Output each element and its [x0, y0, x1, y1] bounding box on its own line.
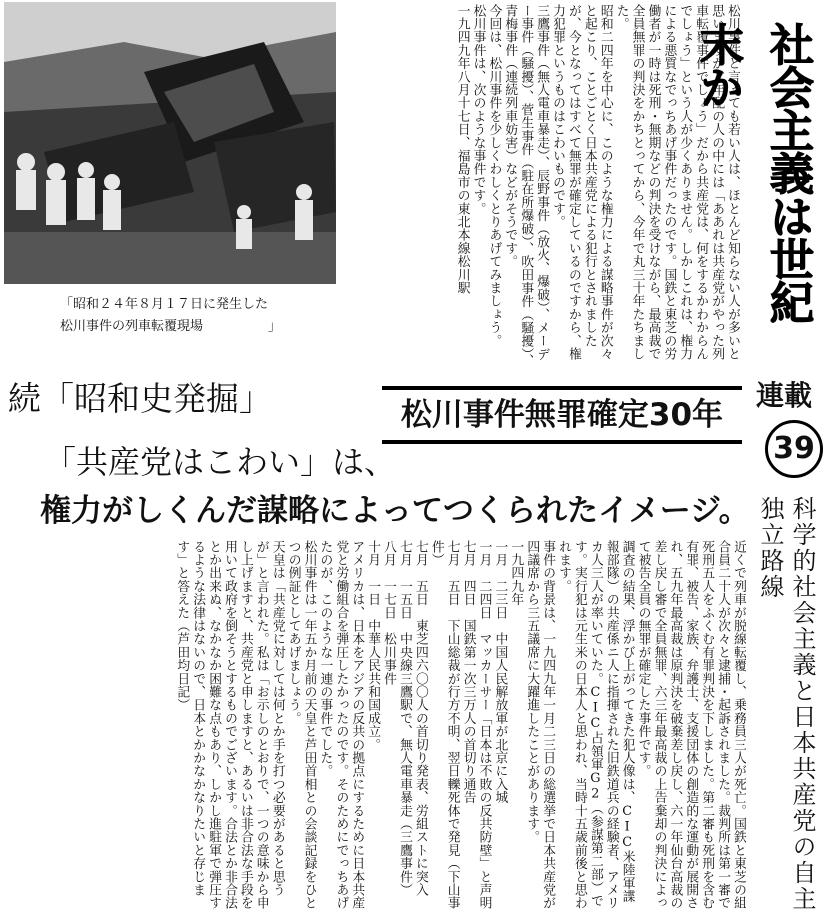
sub-title: 科学的社会主義と日本共産党の自主独立路線	[756, 496, 816, 912]
bottom-article-paragraph: 八月 一七日 松川事件	[381, 540, 397, 686]
top-article-paragraph: 昭和二四年を中心に、このような権力による謀略事件が次々と起こり、ことごとく日本共産党による犯行とされましたが、今となってはすべて無罪が確定しているのですから、権力犯罪というものはこわいものです。	[550, 4, 613, 361]
top-article-paragraph: 松川事件と言っても若い人は、ほとんど知らない人が多いと思いますが、年配の人の中には「ああれは共産党がやった列車転覆事件でしょう」だから共産党は、何をするかわからんでしょう」という人が少くありません。しかしこれは、権力による悪質なでっちあげ事件だったのです。国鉄と東芝の労働者が一時は死刑・無期などの判決を受けながら、最高裁で全員無罪の判決をかちとってから、今年で丸三十年たちました。	[613, 4, 740, 361]
series-name: 続「昭和史発掘」	[8, 379, 272, 418]
top-article-paragraph: 今回は、松川事件を少しくわしくとりあげてみましょう。	[486, 4, 502, 348]
photo-image	[4, 2, 336, 284]
serial-number-badge: 39	[765, 420, 823, 478]
train-wreck-photo	[4, 2, 336, 284]
bottom-article-paragraph: 一月 二三日 中国人民解放軍が北京に入城	[492, 540, 508, 804]
bottom-article-paragraph: 一九四九年	[508, 540, 524, 606]
bottom-article-paragraph: 松川事件は一年五か月前の天皇と芦田首相との会談記録をひとつの例証としてあげましょう。	[285, 540, 317, 910]
bottom-article-paragraph: 十月 一日 中華人民共和国成立。	[365, 540, 381, 752]
top-article-paragraph: 三鷹事件（無人電車暴走）、辰野事件（放火、爆破）、メーデー事件（騒擾）、菅生事件（駐在所爆破）、吹田事件（騒擾）、青梅事件（連続列車妨害）などがそうです。	[502, 4, 550, 368]
bottom-article-paragraph: 天皇は「共産党に対しては何とか手を打つ必要があると思うが」と言われた。私は「お示しのとおりで、一つの意味から申し上げますと、共産党と申しますと、あるいは非合法な手段を用いて政府を倒そうとするものでございます。合法とか非合法とか出来ぬ、なかなか困難な点もあり、しかし進駐軍で弾圧するような法律はないので、日本とかかなかなりたいと存じます」と答えた（芦田均日記）	[174, 540, 285, 910]
photo-caption	[60, 294, 320, 338]
bottom-article-paragraph: 七月 一五日 中央線三鷹駅で、無人電車暴走（三鷹事件）	[396, 540, 412, 897]
photo-caption-line1: 「昭和２４年８月１７日に発生した	[60, 297, 269, 312]
serial-title: 社会主義は世紀末か	[692, 22, 813, 323]
banner-headline: 松川事件無罪確定30年	[382, 386, 742, 444]
bottom-article-paragraph: 近くで列車が脱線転覆し、乗務員三人が死亡。国鉄と東芝の組合員二十人が次々と逮捕・起訴されました。裁判所は第一審で死刑五人をふくむ有罪判決を下しました。第二審も死刑を含む有罪、被告、家族、弁護士、支援団体の創造的な運動が展開され、五九年最高裁は原判決を破棄差し戻し、六一年仙台高裁の差し戻し審で全員無罪、六三年最高裁の上告棄却の判決によって被告全員の無罪が確定した事件です。	[635, 540, 746, 910]
bottom-article-paragraph: 一月 二四日 マッカーサー「日本は不敗の反共防壁」と声明	[476, 540, 492, 910]
bottom-article-paragraph: 調査の結果、浮かび上がってきた犯人像は、CIC米陸軍諜報部隊）の共産係ニ人に指揮された旧鉄道兵の経験者、アメリカ人三人が率いていた。CIC占領軍G2（参謀第二部）です。実行犯は元生米の日本人と思われ、当時十五歳前後と思われます。	[556, 540, 635, 910]
top-article-paragraph: 一九四九年八月十七日、福島市の東北本線松川駅	[454, 4, 470, 295]
bottom-article-paragraph: 七月 五日 下山総裁が行方不明、翌日轢死体で発見（下山事件）	[428, 540, 460, 910]
headline-line2: 権力がしくんだ謀略によってつくられたイメージ。	[40, 493, 750, 529]
top-article	[340, 4, 740, 368]
photo-caption-line2: 松川事件の列車転覆現場 」	[60, 319, 282, 334]
top-article-paragraph: 松川事件は、次のような事件です。	[470, 4, 486, 216]
bottom-article-paragraph: 事件の背景は、一九四九年一月二三日の総選挙で日本共産党が四議席から三五議席に大躍進したことがあります。	[524, 540, 556, 910]
bottom-article-paragraph: 七月 四日 国鉄第一次三万人の首切り通告	[460, 540, 476, 804]
serial-label: 連載	[755, 379, 812, 412]
bottom-article-paragraph: 七月 五日 東芝四六〇〇人の首切り発表、労組ストに突入	[412, 540, 428, 897]
bottom-article	[6, 540, 746, 916]
headline-line1: 「共産党はこわい」は、	[44, 443, 397, 481]
bottom-article-paragraph: アメリカは、日本をアジアの反共の拠点にするために日本共産党と労働組合を弾圧したかったのです。そのためにでっちあげたのが、このような一連の事件でした。	[317, 540, 365, 910]
